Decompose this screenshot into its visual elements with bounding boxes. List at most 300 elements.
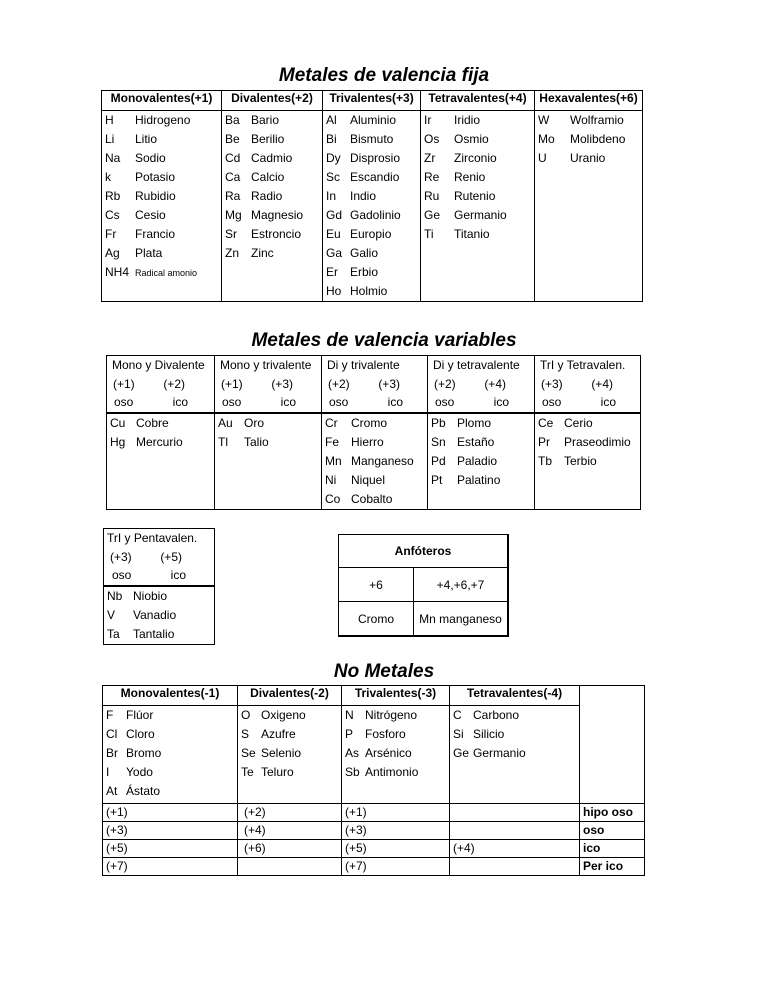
nometales-table	[102, 685, 645, 876]
element-name: Rutenio	[454, 189, 496, 203]
element-name: Iridio	[454, 113, 481, 127]
element-name: Zirconio	[454, 151, 497, 165]
element-name: Europio	[350, 227, 392, 241]
valence-low: (+3)	[541, 376, 563, 391]
element-symbol: Dy	[326, 151, 341, 165]
element-entry	[424, 225, 531, 244]
element-entry	[326, 282, 417, 301]
oxidation-value	[450, 822, 580, 840]
element-symbol: C	[453, 708, 462, 722]
element-entry	[105, 130, 218, 149]
oxidation-value: (+5)	[342, 840, 450, 858]
element-name: Cobalto	[351, 491, 393, 506]
oxidation-row	[103, 804, 645, 822]
element-name: Indio	[350, 189, 377, 203]
element-name: Osmio	[454, 132, 489, 146]
element-name: Ástato	[126, 784, 161, 798]
element-entry	[225, 168, 319, 187]
element-symbol: I	[106, 765, 110, 779]
element-symbol: Se	[241, 746, 256, 760]
element-symbol: Nb	[107, 588, 123, 603]
variables-header-cell	[215, 356, 322, 413]
element-name: Talio	[244, 434, 269, 449]
oxidation-suffix: Per ico	[580, 858, 645, 876]
element-name: Mercurio	[136, 434, 183, 449]
element-name: Terbio	[564, 453, 597, 468]
element-symbol: Ag	[105, 246, 120, 260]
element-entry	[538, 452, 637, 471]
element-entry	[431, 433, 531, 452]
oxidation-value: (+4)	[450, 840, 580, 858]
element-name: Magnesio	[251, 208, 304, 222]
element-entry	[326, 206, 417, 225]
element-entry	[538, 433, 637, 452]
penta-v1: (+3)	[110, 549, 132, 564]
element-name: Rubidio	[135, 189, 176, 203]
element-entry	[345, 706, 446, 725]
oxidation-suffix: ico	[580, 840, 645, 858]
element-name: Escandio	[350, 170, 400, 184]
valence-low: (+2)	[328, 376, 350, 391]
element-entry	[325, 471, 424, 490]
element-symbol: Gd	[326, 208, 343, 222]
element-name: Arsénico	[365, 746, 412, 760]
valence-high: (+3)	[271, 376, 293, 391]
element-name: Cobre	[136, 415, 169, 430]
element-symbol: Pr	[538, 434, 550, 449]
element-entry	[105, 168, 218, 187]
suffix-oso: oso	[114, 395, 134, 409]
element-symbol: Sr	[225, 227, 237, 241]
valence-low: (+1)	[221, 376, 243, 391]
element-symbol: W	[538, 113, 550, 127]
element-entry	[326, 263, 417, 282]
fija-header: Hexavalentes(+6)	[535, 91, 643, 111]
element-entry	[241, 706, 338, 725]
element-symbol: Ho	[326, 284, 342, 298]
element-entry	[106, 744, 234, 763]
element-symbol: Eu	[326, 227, 341, 241]
element-name: Nitrógeno	[365, 708, 418, 722]
element-entry	[325, 414, 424, 433]
suffix-oso: oso	[329, 395, 349, 409]
element-entry	[424, 149, 531, 168]
element-symbol: Re	[424, 170, 440, 184]
element-symbol: Ca	[225, 170, 241, 184]
penta-header: TrI y Pentavalen.	[107, 531, 198, 545]
oxidation-suffix: oso	[580, 822, 645, 840]
element-name: Fosforo	[365, 727, 406, 741]
element-entry	[326, 244, 417, 263]
element-entry	[424, 187, 531, 206]
penta-col	[104, 586, 215, 645]
penta-v2: (+5)	[160, 549, 182, 564]
element-name: Estroncio	[251, 227, 302, 241]
element-entry	[325, 433, 424, 452]
element-symbol: Cd	[225, 151, 241, 165]
suffix-ico: ico	[493, 395, 509, 409]
variables-col-4	[535, 413, 641, 510]
suffix-ico: ico	[387, 395, 403, 409]
fija-header: Tetravalentes(+4)	[421, 91, 535, 111]
element-symbol: Ge	[453, 746, 470, 760]
oxidation-suffix: hipo oso	[580, 804, 645, 822]
nometales-col-3	[450, 706, 580, 804]
element-name: Tantalio	[133, 626, 175, 641]
element-entry	[106, 725, 234, 744]
fija-col-1	[222, 111, 323, 302]
element-symbol: P	[345, 727, 354, 741]
element-name: Oxigeno	[261, 708, 306, 722]
oxidation-row	[103, 840, 645, 858]
oxidation-value: (+1)	[103, 804, 238, 822]
element-symbol: Rb	[105, 189, 121, 203]
element-symbol: Br	[106, 746, 118, 760]
oxidation-value: (+7)	[103, 858, 238, 876]
element-symbol: Ni	[325, 472, 337, 487]
element-entry	[225, 225, 319, 244]
element-entry	[110, 414, 211, 433]
element-symbol: Fe	[325, 434, 340, 449]
element-symbol: Fr	[105, 227, 117, 241]
element-entry	[225, 149, 319, 168]
element-symbol: N	[345, 708, 354, 722]
element-symbol: H	[105, 113, 114, 127]
element-symbol: As	[345, 746, 360, 760]
element-symbol: Sn	[431, 434, 446, 449]
element-entry	[453, 706, 576, 725]
element-entry	[424, 111, 531, 130]
element-symbol: Bi	[326, 132, 337, 146]
element-symbol: At	[106, 784, 118, 798]
fija-header: Monovalentes(+1)	[102, 91, 222, 111]
element-name: Francio	[135, 227, 176, 241]
element-name: Galio	[350, 246, 379, 260]
element-entry	[424, 168, 531, 187]
element-entry	[225, 244, 319, 263]
element-entry	[326, 187, 417, 206]
element-name: Praseodimio	[564, 434, 631, 449]
variables-table	[106, 355, 641, 510]
element-symbol: Cs	[105, 208, 120, 222]
nometales-header: Tetravalentes(-4)	[450, 686, 580, 706]
penta-table	[103, 528, 215, 645]
element-name: Selenio	[261, 746, 302, 760]
element-entry	[105, 187, 218, 206]
element-symbol: Ru	[424, 189, 440, 203]
suffix-oso: oso	[435, 395, 455, 409]
element-symbol: k	[105, 170, 111, 184]
element-name: Holmio	[350, 284, 388, 298]
fija-header: Divalentes(+2)	[222, 91, 323, 111]
element-entry	[105, 244, 218, 263]
element-symbol: Si	[453, 727, 464, 741]
element-name: Erbio	[350, 265, 379, 279]
element-name: Gadolinio	[350, 208, 401, 222]
variables-header: Di y trivalente	[327, 358, 400, 372]
element-entry	[345, 744, 446, 763]
oxidation-value: (+2)	[238, 804, 342, 822]
element-symbol: Pb	[431, 415, 446, 430]
element-name: Uranio	[570, 151, 606, 165]
element-symbol: Hg	[110, 434, 126, 449]
fija-table	[101, 90, 643, 302]
fija-col-2	[323, 111, 421, 302]
element-symbol: Ta	[107, 626, 120, 641]
element-symbol: Pt	[431, 472, 443, 487]
variables-header: Mono y Divalente	[112, 358, 205, 372]
element-entry	[538, 111, 639, 130]
valence-high: (+4)	[591, 376, 613, 391]
element-name: Aluminio	[350, 113, 397, 127]
element-symbol: Be	[225, 132, 240, 146]
element-name: Renio	[454, 170, 486, 184]
element-symbol: F	[106, 708, 114, 722]
element-symbol: V	[107, 607, 116, 622]
suffix-oso: oso	[542, 395, 562, 409]
element-entry	[241, 725, 338, 744]
oxidation-value	[450, 858, 580, 876]
element-name: Berilio	[251, 132, 285, 146]
valence-high: (+3)	[378, 376, 400, 391]
element-entry	[431, 414, 531, 433]
oxidation-value: (+1)	[342, 804, 450, 822]
element-entry	[345, 763, 446, 782]
element-name: Niquel	[351, 472, 386, 487]
element-name: Cesio	[135, 208, 166, 222]
element-entry	[225, 187, 319, 206]
element-symbol: Pd	[431, 453, 446, 468]
element-entry	[107, 606, 211, 625]
variables-header-cell	[535, 356, 641, 413]
element-entry	[326, 111, 417, 130]
element-entry	[453, 725, 576, 744]
element-name: Flúor	[126, 708, 154, 722]
element-entry	[218, 433, 318, 452]
element-name: Paladio	[457, 453, 498, 468]
element-symbol: Zn	[225, 246, 240, 260]
variables-col-1	[215, 413, 322, 510]
element-name: Oro	[244, 415, 265, 430]
element-name: Wolframio	[570, 113, 624, 127]
element-entry	[218, 414, 318, 433]
element-entry	[325, 490, 424, 509]
anfoteros-title: Anfóteros	[394, 544, 452, 558]
nometales-col-1	[238, 706, 342, 804]
variables-header-cell	[107, 356, 215, 413]
element-symbol: Er	[326, 265, 338, 279]
oxidation-value: (+3)	[103, 822, 238, 840]
element-symbol: Ce	[538, 415, 554, 430]
fija-col-0	[102, 111, 222, 302]
element-name: Bario	[251, 113, 280, 127]
element-entry	[241, 744, 338, 763]
fija-title: Metales de valencia fija	[278, 65, 490, 86]
anfoteros-value: +4,+6,+7	[414, 568, 509, 602]
element-name: Potasio	[135, 170, 176, 184]
element-symbol: Sc	[326, 170, 341, 184]
element-symbol: Sb	[345, 765, 360, 779]
element-entry	[424, 130, 531, 149]
element-symbol: Co	[325, 491, 341, 506]
penta-s2: ico	[170, 568, 186, 582]
variables-header: Di y tetravalente	[433, 358, 520, 372]
oxidation-row	[103, 858, 645, 876]
anfoteros-element: Cromo	[339, 602, 414, 637]
element-name: Plata	[135, 246, 163, 260]
element-symbol: Ge	[424, 208, 441, 222]
element-entry	[538, 130, 639, 149]
element-symbol: S	[241, 727, 250, 741]
element-symbol: Au	[218, 415, 233, 430]
element-name: Estaño	[457, 434, 495, 449]
element-name: Cerio	[564, 415, 593, 430]
element-name: Bismuto	[350, 132, 394, 146]
element-name: Plomo	[457, 415, 492, 430]
element-entry	[105, 225, 218, 244]
element-symbol: Na	[105, 151, 121, 165]
nometales-header: Divalentes(-2)	[238, 686, 342, 706]
element-entry	[106, 782, 234, 801]
element-entry	[225, 111, 319, 130]
element-name: Antimonio	[365, 765, 419, 779]
element-entry	[326, 130, 417, 149]
element-entry	[345, 725, 446, 744]
variables-header-cell	[428, 356, 535, 413]
element-entry	[107, 625, 211, 644]
oxidation-value: (+3)	[342, 822, 450, 840]
fija-header: Trivalentes(+3)	[323, 91, 421, 111]
nometales-col-2	[342, 706, 450, 804]
anfoteros-element: Mn manganeso	[414, 602, 509, 637]
element-symbol: Ir	[424, 113, 432, 127]
penta-s1: oso	[112, 568, 132, 582]
suffix-ico: ico	[280, 395, 296, 409]
element-name: Germanio	[454, 208, 507, 222]
variables-col-0	[107, 413, 215, 510]
element-entry	[326, 225, 417, 244]
element-name: Manganeso	[351, 453, 414, 468]
element-symbol: Tl	[218, 434, 228, 449]
element-name: Calcio	[251, 170, 285, 184]
fija-col-4	[535, 111, 643, 302]
element-entry	[424, 206, 531, 225]
element-entry	[538, 149, 639, 168]
element-entry	[431, 471, 531, 490]
oxidation-value: (+6)	[238, 840, 342, 858]
element-entry	[326, 168, 417, 187]
nometales-header: Monovalentes(-1)	[103, 686, 238, 706]
element-name: Azufre	[261, 727, 296, 741]
variables-col-2	[322, 413, 428, 510]
element-entry	[105, 263, 218, 283]
element-entry	[105, 149, 218, 168]
element-entry	[106, 763, 234, 782]
oxidation-value	[238, 858, 342, 876]
oxidation-value	[450, 804, 580, 822]
element-name: Carbono	[473, 708, 520, 722]
element-name: Teluro	[261, 765, 294, 779]
element-name: Disprosio	[350, 151, 401, 165]
element-name: Molibdeno	[570, 132, 626, 146]
element-name: Cadmio	[251, 151, 293, 165]
element-symbol: Ga	[326, 246, 343, 260]
element-name: Zinc	[251, 246, 274, 260]
element-symbol: Os	[424, 132, 440, 146]
suffix-ico: ico	[172, 395, 188, 409]
element-entry	[105, 206, 218, 225]
valence-low: (+1)	[113, 376, 135, 391]
element-entry	[538, 414, 637, 433]
element-entry	[325, 452, 424, 471]
element-name: Titanio	[454, 227, 490, 241]
element-name: Palatino	[457, 472, 501, 487]
variables-header: TrI y Tetravalen.	[540, 358, 626, 372]
element-name: Hidrogeno	[135, 113, 191, 127]
variables-header: Mono y trivalente	[220, 358, 312, 372]
element-symbol: Te	[241, 765, 254, 779]
suffix-ico: ico	[600, 395, 616, 409]
variables-header-cell	[322, 356, 428, 413]
element-name: Germanio	[473, 746, 526, 760]
anfoteros-value: +6	[339, 568, 414, 602]
nometales-header: Trivalentes(-3)	[342, 686, 450, 706]
element-symbol: Al	[326, 113, 337, 127]
element-symbol: Tb	[538, 453, 553, 468]
element-symbol: Ra	[225, 189, 241, 203]
oxidation-value: (+4)	[238, 822, 342, 840]
nometales-col-0	[103, 706, 238, 804]
element-entry	[453, 744, 576, 763]
nometales-title: No Metales	[333, 661, 435, 682]
element-symbol: Cl	[106, 727, 118, 741]
element-entry	[225, 206, 319, 225]
suffix-oso: oso	[222, 395, 242, 409]
anfoteros-table	[338, 534, 509, 637]
valence-high: (+2)	[163, 376, 185, 391]
element-name: Sodio	[135, 151, 166, 165]
element-symbol: Ti	[424, 227, 434, 241]
element-symbol: In	[326, 189, 337, 203]
element-name: Hierro	[351, 434, 384, 449]
element-symbol: U	[538, 151, 547, 165]
element-name: Radical amonio	[135, 268, 198, 278]
fija-col-3	[421, 111, 535, 302]
variables-col-3	[428, 413, 535, 510]
element-symbol: Cu	[110, 415, 126, 430]
element-name: Vanadio	[133, 607, 177, 622]
element-name: Bromo	[126, 746, 162, 760]
element-entry	[431, 452, 531, 471]
element-name: Silicio	[473, 727, 505, 741]
element-name: Cromo	[351, 415, 388, 430]
element-symbol: Ba	[225, 113, 240, 127]
element-symbol: Mo	[538, 132, 555, 146]
element-entry	[107, 587, 211, 606]
element-name: Litio	[135, 132, 158, 146]
oxidation-value: (+7)	[342, 858, 450, 876]
element-name: Radio	[251, 189, 283, 203]
oxidation-row	[103, 822, 645, 840]
element-symbol: Mg	[225, 208, 242, 222]
element-symbol: Li	[105, 132, 115, 146]
element-entry	[106, 706, 234, 725]
element-entry	[326, 149, 417, 168]
valence-high: (+4)	[484, 376, 506, 391]
element-symbol: Mn	[325, 453, 342, 468]
element-entry	[241, 763, 338, 782]
element-name: Yodo	[126, 765, 153, 779]
